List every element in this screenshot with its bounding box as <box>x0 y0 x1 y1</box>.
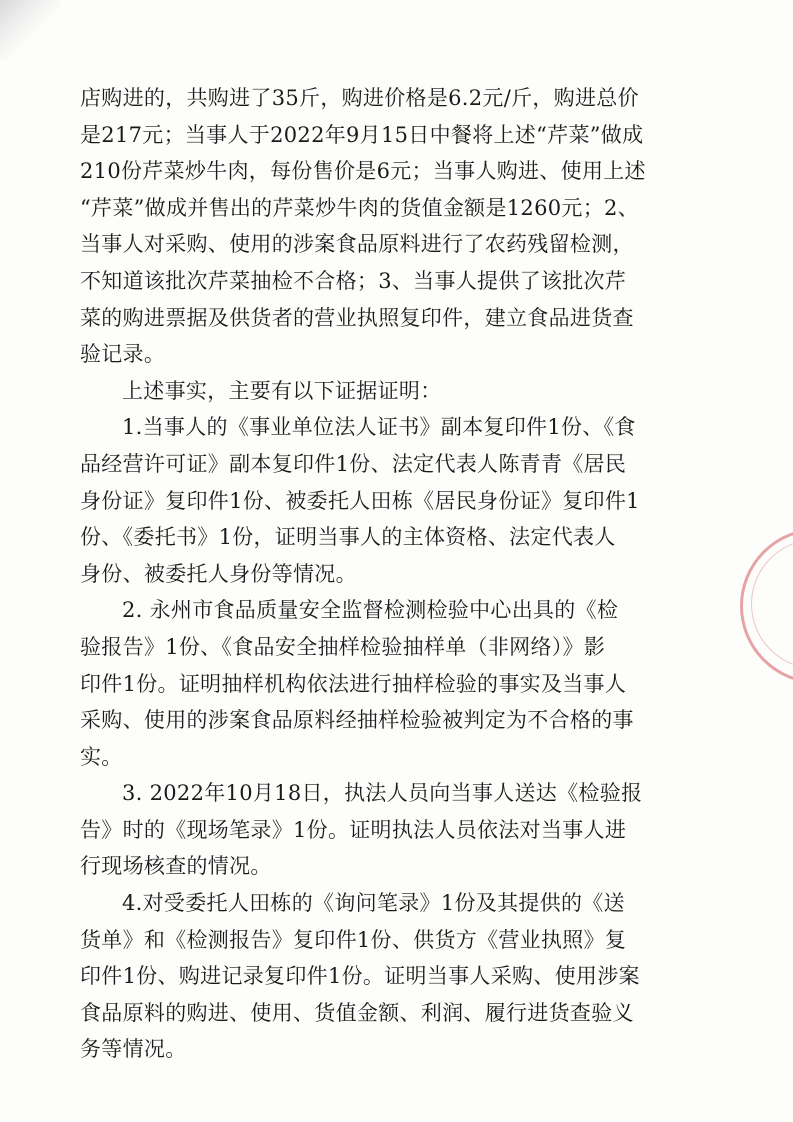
text-line: 菜的购进票据及供货者的营业执照复印件，建立食品进货查 <box>80 305 634 330</box>
text-line: 实。 <box>80 744 123 769</box>
official-seal-stamp <box>740 528 793 684</box>
paragraph-evidence-3 <box>80 775 692 885</box>
text-line: 食品原料的购进、使用、货值金额、利润、履行进货查验义 <box>80 1000 634 1025</box>
text-line: 2. 永州市食品质量安全监督检测检验中心出具的《检 <box>122 598 619 623</box>
text-line: 1.当事人的《事业单位法人证书》副本复印件1份、《食 <box>122 415 636 440</box>
text-line: 是217元；当事人于2022年9月15日中餐将上述“芹菜”做成 <box>80 122 644 147</box>
text-line: 品经营许可证》副本复印件1份、法定代表人陈青青《居民 <box>80 451 627 476</box>
text-line: 店购进的，共购进了35斤，购进价格是6.2元/斤，购进总价 <box>80 86 639 110</box>
paragraph-evidence-4 <box>80 885 692 1068</box>
text-line: 3. 2022年10月18日，执法人员向当事人送达《检验报 <box>122 781 643 806</box>
text-line: 告》时的《现场笔录》1份。证明执法人员依法对当事人进 <box>80 817 627 842</box>
text-line: 验记录。 <box>80 342 166 367</box>
paragraph-evidence-intro <box>80 373 692 410</box>
text-line: 印件1份、购进记录复印件1份。证明当事人采购、使用涉案 <box>80 964 640 989</box>
text-line: 货单》和《检测报告》复印件1份、供货方《营业执照》复 <box>80 927 627 952</box>
text-line: 4.对受委托人田栋的《询问笔录》1份及其提供的《送 <box>122 891 625 916</box>
text-line: 身份、被委托人身份等情况。 <box>80 561 357 586</box>
text-line: 身份证》复印件1份、被委托人田栋《居民身份证》复印件1 <box>80 488 640 513</box>
text-line: 务等情况。 <box>80 1037 187 1062</box>
seal-inner-ring <box>751 539 793 669</box>
document-body <box>80 80 692 1068</box>
text-line: 验报告》1份、《食品安全抽样检验抽样单（非网络）》影 <box>80 634 606 659</box>
paragraph-evidence-1 <box>80 409 692 592</box>
text-line: 采购、使用的涉案食品原料经抽样检验被判定为不合格的事 <box>80 708 634 733</box>
scan-edge-shadow <box>0 0 60 60</box>
paragraph-evidence-2 <box>80 592 692 775</box>
text-line: “芹菜”做成并售出的芹菜炒牛肉的货值金额是1260元；2、 <box>80 195 639 220</box>
text-line: 不知道该批次芹菜抽检不合格；3、当事人提供了该批次芹 <box>80 268 627 293</box>
text-line: 上述事实，主要有以下证据证明： <box>122 378 442 403</box>
text-line: 当事人对采购、使用的涉案食品原料进行了农药残留检测， <box>80 232 634 257</box>
text-line: 行现场核查的情况。 <box>80 854 272 879</box>
text-line: 210份芹菜炒牛肉，每份售价是6元；当事人购进、使用上述 <box>80 159 646 184</box>
text-line: 份、《委托书》1份，证明当事人的主体资格、法定代表人 <box>80 525 616 550</box>
paragraph-facts-continued <box>80 80 692 373</box>
text-line: 印件1份。证明抽样机构依法进行抽样检验的事实及当事人 <box>80 671 627 696</box>
